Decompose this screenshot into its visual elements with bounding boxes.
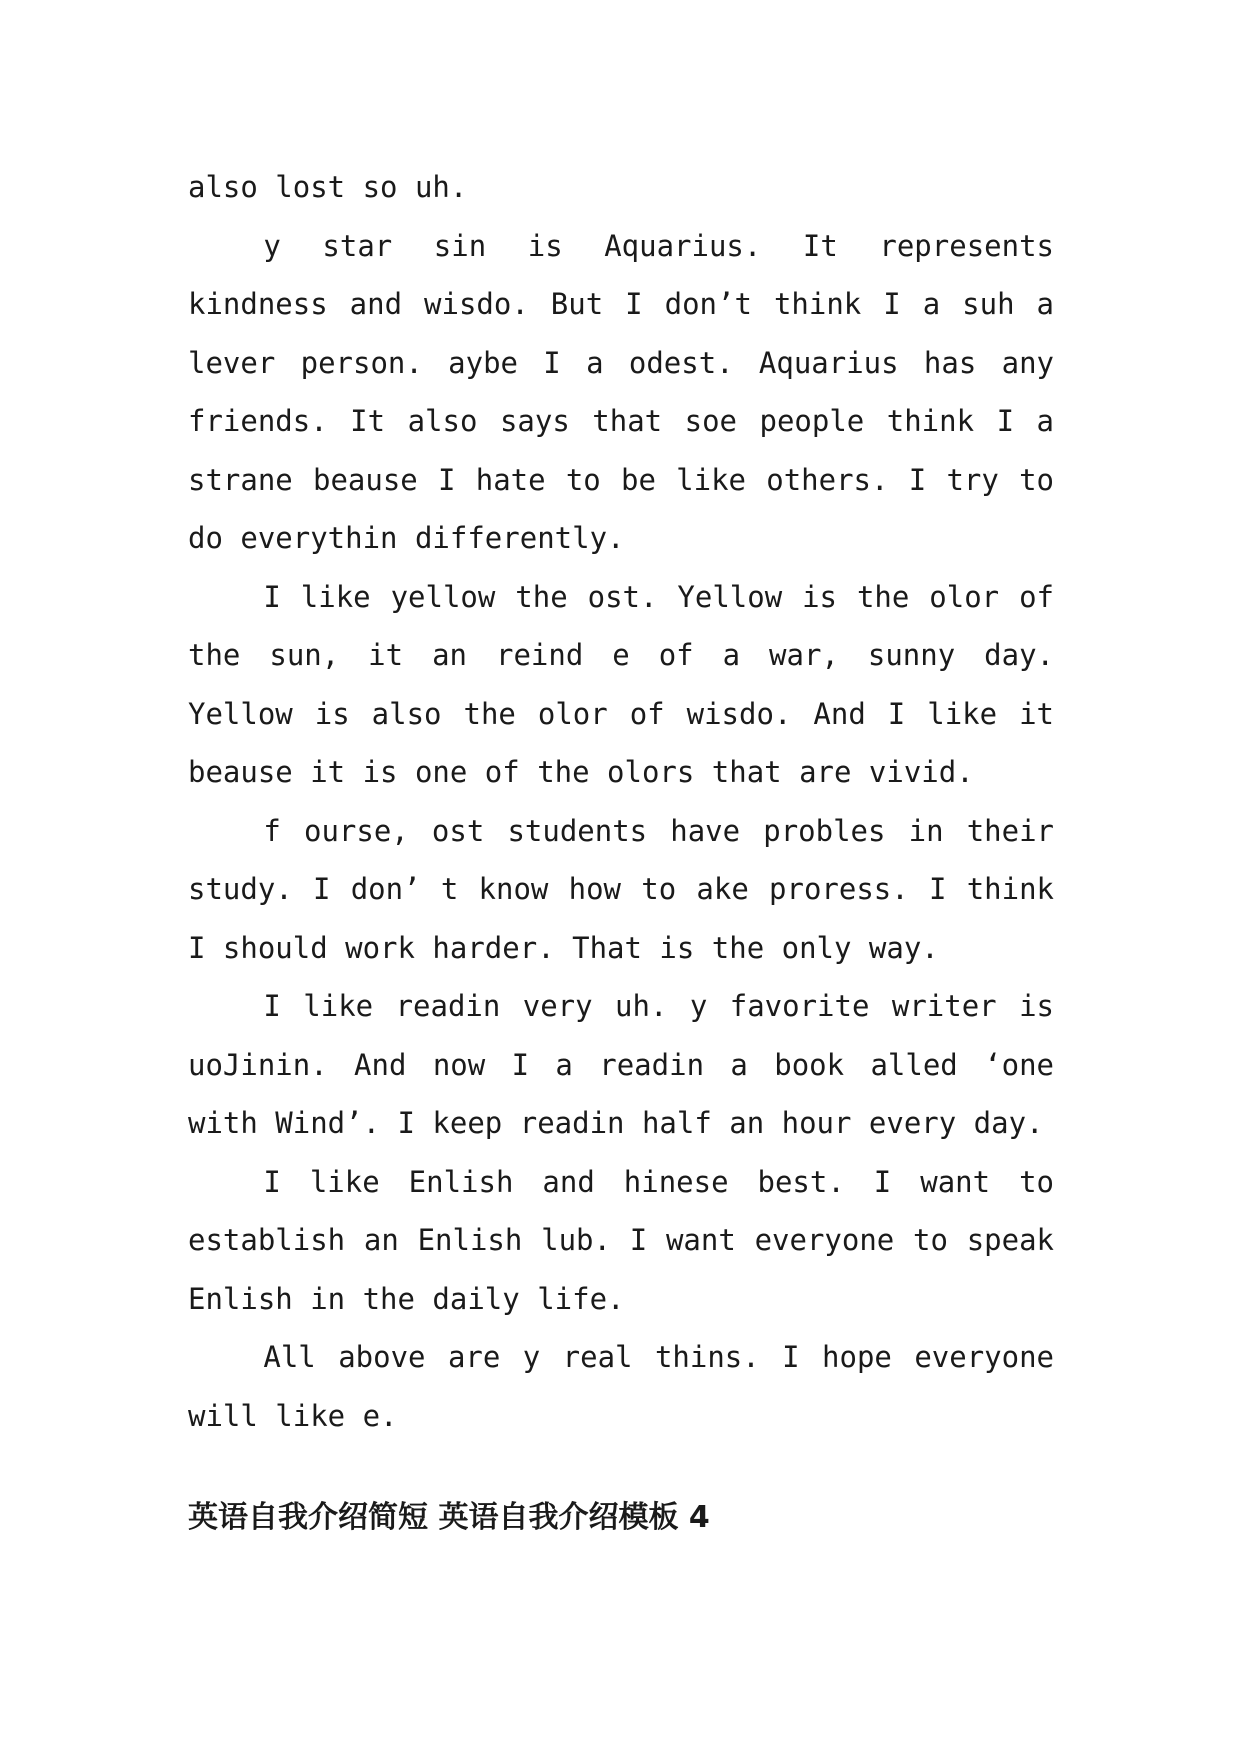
paragraph-languages: I like Enlish and hinese best. I want to establish an Enlish lub. I want everyone to speak Enlish in the daily life.	[188, 1164, 1054, 1316]
document-body	[188, 158, 1054, 1445]
paragraph-continuation: also lost so uh.	[188, 170, 468, 204]
section-heading: 英语自我介绍简短 英语自我介绍模板 4	[188, 1500, 710, 1535]
paragraph-study-problems: f ourse, ost students have probles in their study. I don’ t know how to ake proress. I think I should work harder. That is the only way.	[188, 813, 1054, 965]
paragraph-favorite-color: I like yellow the ost. Yellow is the olor of the sun, it an reind e of a war, sunny day. Yellow is also the olor of wisdo. And I like it beause it is one of the olors that are vivid.	[188, 579, 1054, 789]
paragraph-star-sign: y star sin is Aquarius. It represents kindness and wisdo. But I don’t think I a suh a lever person. aybe I a odest. Aquarius has any friends. It also says that soe people think I a strane beause I hate to be like others. I try to do everythin differently.	[188, 228, 1054, 555]
paragraph-closing: All above are y real thins. I hope everyone will like e.	[188, 1340, 1054, 1433]
paragraph-reading: I like readin very uh. y favorite writer is uoJinin. And now I a readin a book alled ‘one with Wind’. I keep readin half an hour every day.	[188, 989, 1054, 1140]
